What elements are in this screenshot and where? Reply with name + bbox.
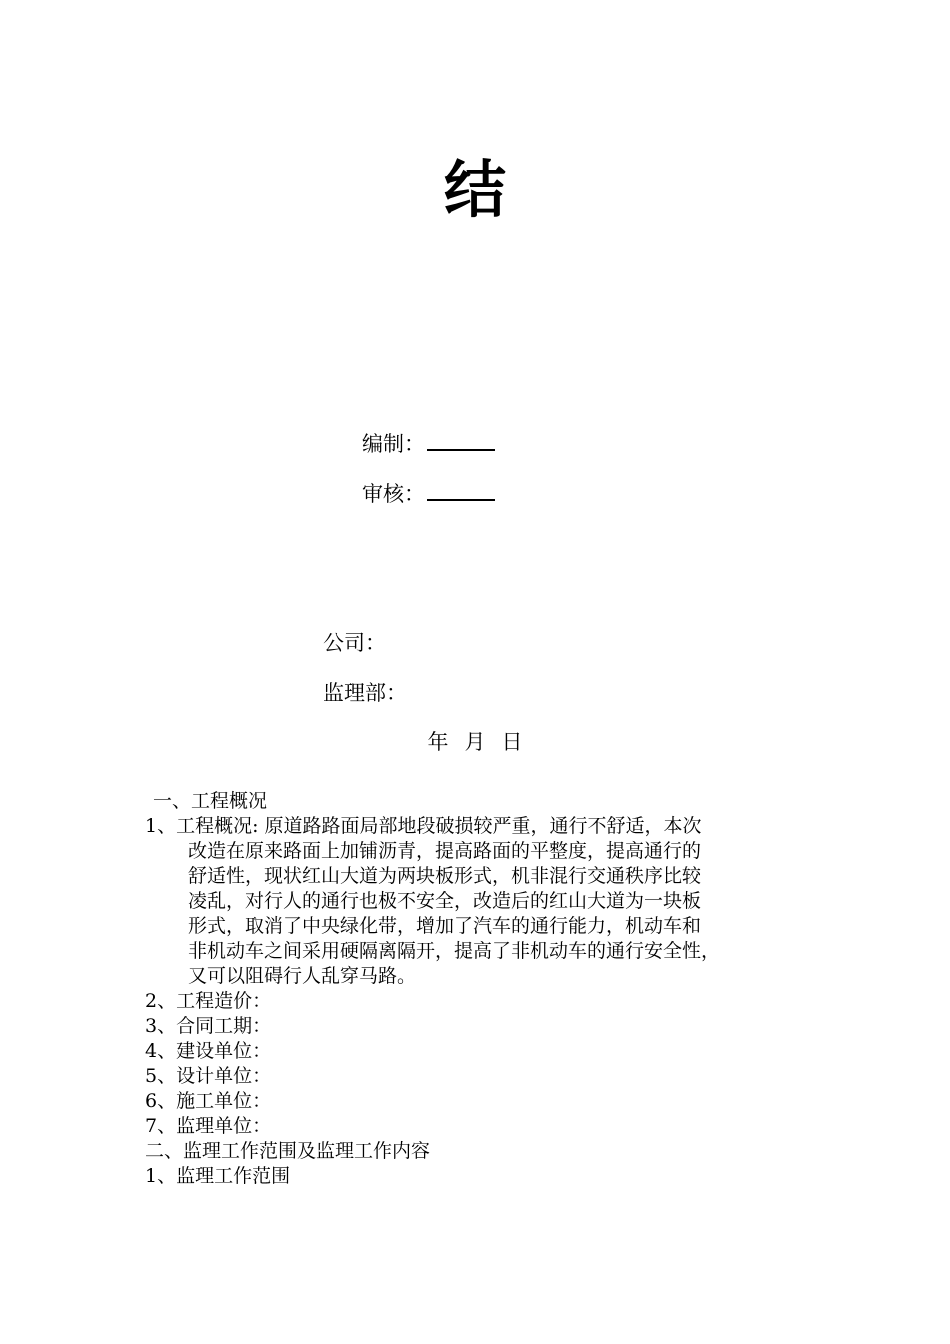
list-item-supervisor: 7、监理单位： [145,1115,272,1137]
date-month: 月 [464,730,486,754]
list-item-designer: 5、设计单位： [145,1065,272,1087]
company-label: 公司： [323,631,386,655]
list-item-owner: 4、建设单位： [145,1040,272,1062]
paragraph-line: 形式，取消了中央绿化带，增加了汽车的通行能力，机动车和 [188,915,702,937]
document-body [145,789,815,1189]
compiler-signature-row [362,429,495,459]
supervision-dept-label: 监理部： [323,681,407,705]
section-heading-scope: 二、监理工作范围及监理工作内容 [145,1140,431,1162]
date-day: 日 [501,730,523,754]
list-item-duration: 3、合同工期： [145,1015,272,1037]
compile-signature-blank [427,429,495,451]
section-heading-overview: 一、工程概况 [153,790,268,812]
review-signature-blank [427,479,495,501]
paragraph-line: 又可以阻碍行人乱穿马路。 [188,965,417,987]
paragraph-line: 舒适性，现状红山大道为两块板形式，机非混行交通秩序比较 [188,865,702,887]
paragraph-line: 非机动车之间采用硬隔离隔开，提高了非机动车的通行安全性， [188,940,721,962]
supervision-dept-row [323,678,407,708]
paragraph-line: 改造在原来路面上加铺沥青，提高路面的平整度，提高通行的 [188,840,702,862]
paragraph-line: 凌乱，对行人的通行也极不安全，改造后的红山大道为一块板 [188,890,702,912]
paragraph-line: 1、工程概况: 原道路路面局部地段破损较严重，通行不舒适，本次 [145,815,702,837]
review-label: 审核： [362,482,425,506]
title-character: 结 [443,153,506,226]
list-item-cost: 2、工程造价： [145,990,272,1012]
date-row [0,727,950,757]
company-row [323,628,386,658]
compile-label: 编制： [362,432,425,456]
date-year: 年 [427,730,449,754]
list-item-scope: 1、监理工作范围 [145,1165,291,1187]
list-item-contractor: 6、施工单位： [145,1090,272,1112]
reviewer-signature-row [362,479,495,509]
